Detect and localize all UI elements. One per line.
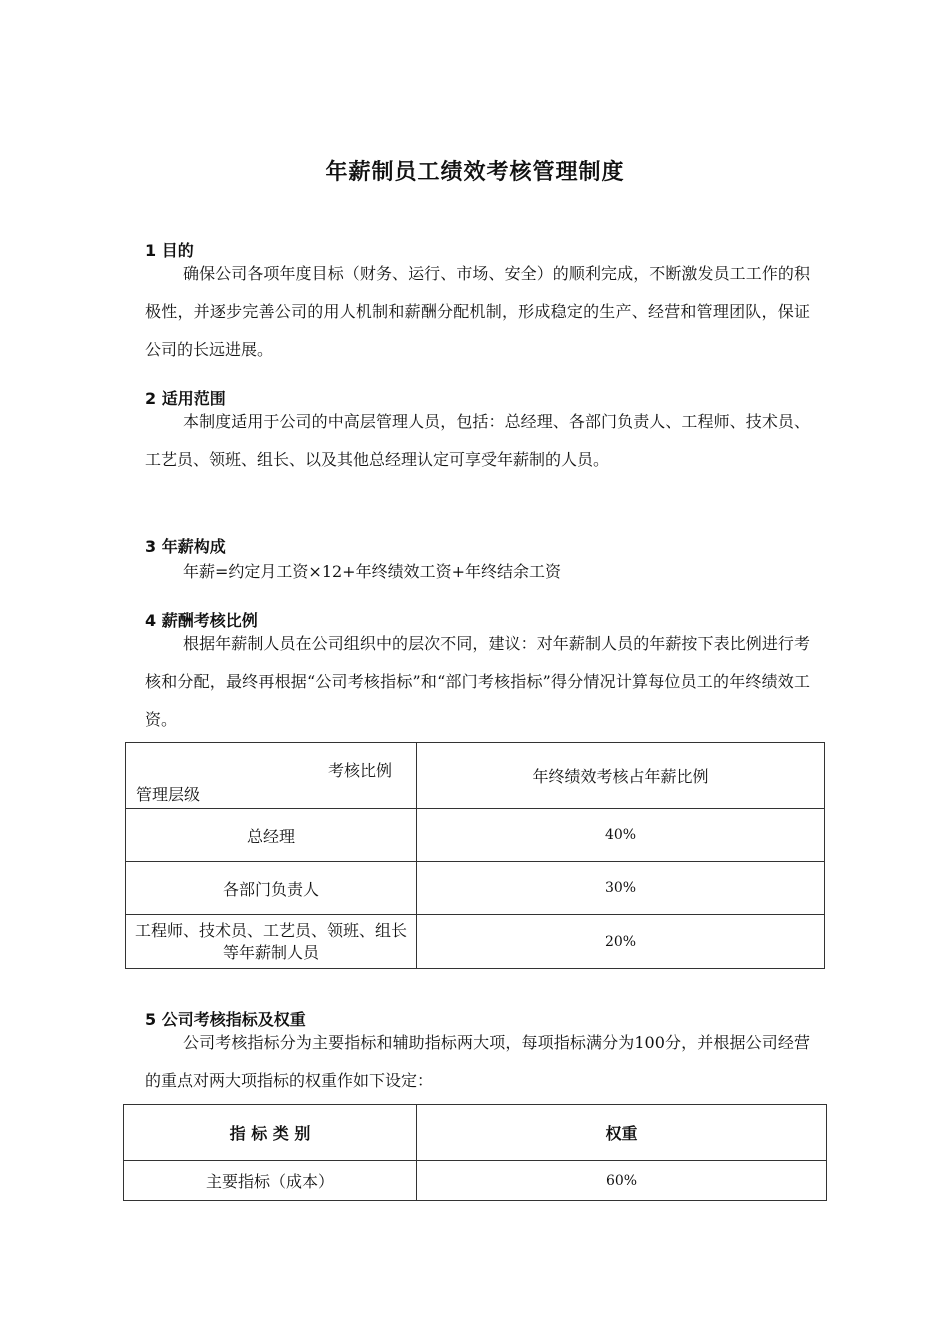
row-level: 工程师、技术员、工艺员、领班、组长等年薪制人员 [126,915,417,969]
table-row [126,915,825,969]
header-management-level: 管理层级 [136,785,201,804]
section-5-heading: 5 公司考核指标及权重 [145,1010,306,1029]
section-4-body: 根据年薪制人员在公司组织中的层次不同，建议：对年薪制人员的年薪按下表比例进行考核和分配，最终再根据“公司考核指标”和“部门考核指标”得分情况计算每位员工的年终绩效工资。 [145,634,810,729]
row-category: 主要指标（成本） [124,1161,417,1201]
table-row [126,862,825,915]
table-header-row [124,1105,827,1161]
section-2-body: 本制度适用于公司的中高层管理人员，包括：总经理、各部门负责人、工程师、技术员、工艺员、领班、组长、以及其他总经理认定可享受年薪制的人员。 [145,412,810,469]
document-title: 年薪制员工绩效考核管理制度 [325,160,625,185]
row-ratio: 40% [417,809,825,862]
table-header-diagonal-cell [126,743,417,809]
indicator-weight-table [123,1104,827,1201]
section-1-heading: 1 目的 [145,241,194,260]
table-header-row [126,743,825,809]
row-ratio: 20% [417,915,825,969]
section-5-body: 公司考核指标分为主要指标和辅助指标两大项，每项指标满分为100分，并根据公司经营的重点对两大项指标的权重作如下设定： [145,1033,810,1090]
table-row [126,809,825,862]
section-1-body: 确保公司各项年度目标（财务、运行、市场、安全）的顺利完成，不断激发员工工作的积极性，并逐步完善公司的用人机制和薪酬分配机制，形成稳定的生产、经营和管理团队，保证公司的长远进展。 [145,264,810,359]
header-year-end-ratio: 年终绩效考核占年薪比例 [417,743,825,809]
row-level: 总经理 [126,809,417,862]
section-3-heading: 3 年薪构成 [145,537,226,556]
section-4-heading: 4 薪酬考核比例 [145,611,258,630]
header-indicator-category: 指 标 类 别 [124,1105,417,1161]
section-3-body: 年薪=约定月工资×12+年终绩效工资+年终结余工资 [183,562,561,581]
row-ratio: 30% [417,862,825,915]
row-weight: 60% [417,1161,827,1201]
header-assessment-ratio: 考核比例 [327,761,392,780]
table-row [124,1161,827,1201]
row-level: 各部门负责人 [126,862,417,915]
assessment-ratio-table [125,742,825,969]
section-2-heading: 2 适用范围 [145,389,226,408]
header-weight: 权重 [417,1105,827,1161]
